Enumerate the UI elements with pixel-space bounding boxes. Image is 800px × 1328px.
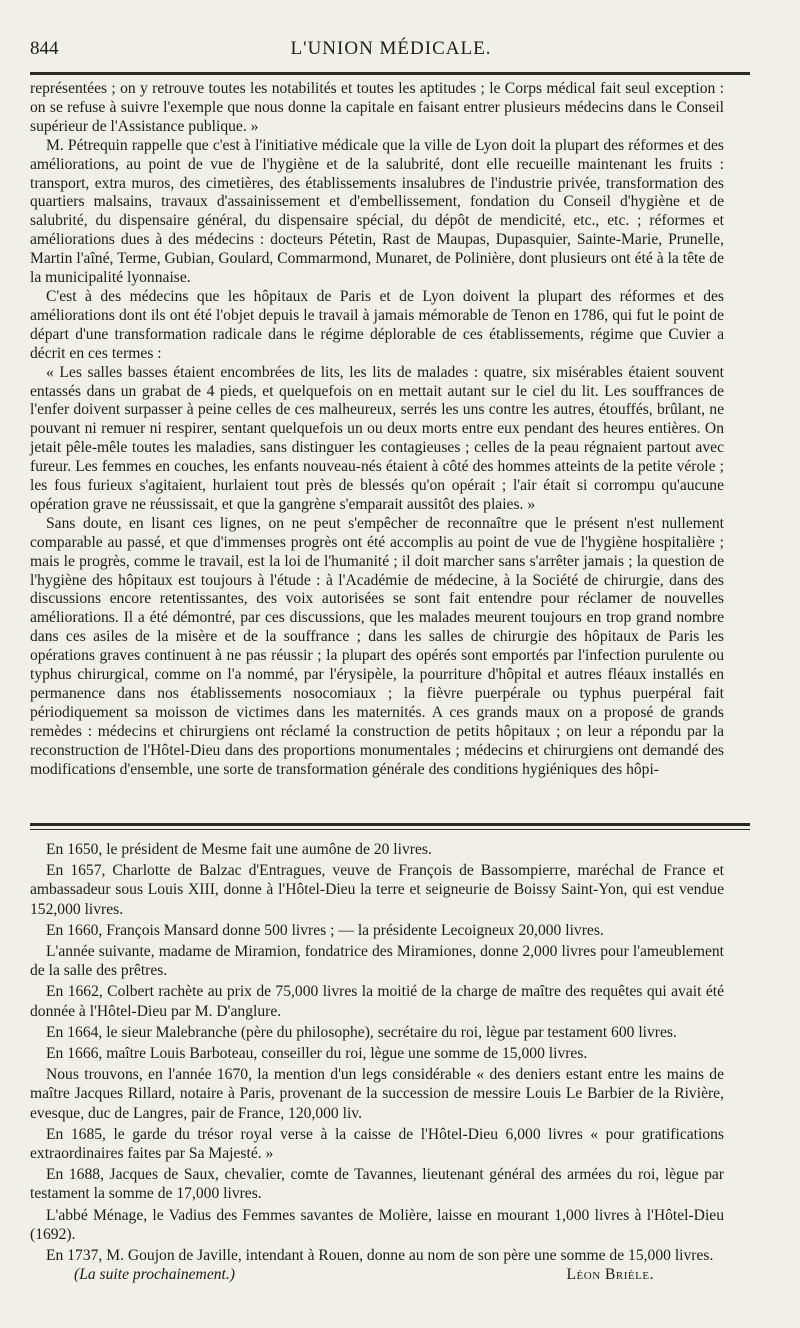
feuilleton-notes	[30, 840, 724, 1267]
note-entry: En 1664, le sieur Malebranche (père du philosophe), secrétaire du roi, lègue par testament 600 livres.	[46, 1023, 677, 1041]
note-entry: En 1666, maître Louis Barboteau, conseiller du roi, lègue une somme de 15,000 livres.	[46, 1045, 588, 1063]
header-rule	[30, 72, 750, 75]
note-entry: En 1737, M. Goujon de Javille, intendant à Rouen, donne au nom de son père une somme de 15,000 livres.	[46, 1247, 714, 1265]
paragraph: M. Pétrequin rappelle que c'est à l'initiative médicale que la ville de Lyon doit la plupart des réformes et des améliorations, au point de vue de l'hygiène et de la salubrité, dont elle recueille maintenant les fruits : transport, extra muros, des cimetières, des établissements insalubres de l'industrie privée, transformation des quartiers malsains, travaux d'assainissement et d'embellissement, fondation du Conseil d'hygiène et de salubrité, du dispensaire général, du dispensaire spécial, du dépôt de mendicité, etc., etc. ; réformes et améliorations dues à des médecins : docteurs Pétetin, Rast de Maupas, Dupasquier, Sainte-Marie, Prunelle, Martin l'aîné, Terme, Gubian, Goulard, Commarmond, Munaret, de Polinière, dont plusieurs ont été à la tête de la municipalité lyonnaise.	[30, 136, 724, 287]
note-entry: En 1650, le président de Mesme fait une aumône de 20 livres.	[46, 841, 432, 858]
to-be-continued-note: (La suite prochainement.)	[74, 1266, 235, 1283]
note-entry: En 1688, Jacques de Saux, chevalier, comte de Tavannes, lieutenant général des armées du roi, lègue par testament la somme de 17,000 livres.	[30, 1166, 724, 1203]
paragraph: C'est à des médecins que les hôpitaux de Paris et de Lyon doivent la plupart des réformes et des améliorations dont ils ont été l'objet depuis le travail à jamais mémorable de Tenon en 1786, qui fut le point de départ d'une transformation radicale dans le régime déplorable de ces établissements, régime que Cuvier a décrit en ces termes :	[30, 287, 724, 362]
quotation-paragraph: « Les salles basses étaient encombrées de lits, les lits de malades : quatre, six misérables étaient souvent entassés dans un grabat de 4 pieds, et quelquefois on en mettait autant sur le ciel du lit. Les souffrances de l'enfer doivent surpasser à peine celles de ces malheureux, serrés les uns contre les autres, étouffés, brûlant, ne pouvant ni remuer ni respirer, sentant quelquefois un ou deux morts entre eux pendant des heures entières. On jetait pêle-mêle toutes les maladies, sans distinguer les contagieuses ; celles de la peau régnaient partout avec fureur. Les femmes en couches, les enfants nouveau-nés étaient à côté des hommes atteints de la petite vérole ; les fous furieux s'agitaient, hurlaient tout près de blessés qu'on opérait ; l'air était si corrompu qu'aucune opération grave ne réussissait, et que la gangrène s'emparait aussitôt des plaies. »	[30, 363, 724, 513]
section-rule-thin	[30, 829, 750, 830]
section-rule-thick	[30, 823, 750, 826]
running-title: L'UNION MÉDICALE.	[290, 38, 492, 59]
main-text	[30, 80, 724, 780]
note-entry: L'abbé Ménage, le Vadius des Femmes savantes de Molière, laisse en mourant 1,000 livres à l'Hôtel-Dieu (1692).	[30, 1206, 724, 1243]
note-entry: Nous trouvons, en l'année 1670, la mention d'un legs considérable « des deniers estant entre les mains de maître Jacques Rillard, notaire à Paris, provenant de la succession de messire Louis Le Barbier de la Rivière, evesque, duc de Langres, pair de France, 120,000 liv.	[30, 1066, 724, 1122]
paragraph: Sans doute, en lisant ces lignes, on ne peut s'empêcher de reconnaître que le présent n'est nullement comparable au passé, et que d'immenses progrès ont été accomplis au point de vue de l'hygiène hospitalière ; mais le progrès, comme le travail, est la loi de l'humanité ; il doit marcher sans s'arrêter jamais ; la question de l'hygiène des hôpitaux est toujours à l'étude : à l'Académie de médecine, à la Société de chirurgie, dans des discussions encore retentissantes, des voix autorisées se sont fait entendre pour réclamer de nouvelles améliorations. Il a été démontré, par ces discussions, que les malades meurent toujours en trop grand nombre dans ces asiles de la misère et de la souffrance ; dans les salles de chirurgie des hôpitaux de Paris les opérations graves continuent à ne pas réussir ; la plupart des opérés sont emportés par l'infection purulente ou typhus chirurgical, comme on l'a nommé, par l'érysipèle, la pourriture d'hôpital et autres fléaux installés en permanence dans nos établissements nosocomiaux ; la fièvre puerpérale ou typhus puerpéral fait périodiquement sa moisson de victimes dans les maternités. A ces grands maux on a proposé de grands remèdes : médecins et chirurgiens ont réclamé la construction de petits hôpitaux ; on leur a répondu par la reconstruction de l'Hôtel-Dieu dans des proportions monumentales ; médecins et chirurgiens ont demandé des modifications d'ensemble, une sorte de transformation générale des conditions hygiéniques des hôpi-	[30, 514, 724, 778]
page-header	[30, 36, 752, 70]
note-entry: En 1657, Charlotte de Balzac d'Entragues, veuve de François de Bassompierre, maréchal de France et ambassadeur sous Louis XIII, donne à l'Hôtel-Dieu la terre et seigneurie de Boissy Saint-Yon, qui est vendue 152,000 livres.	[30, 862, 724, 918]
note-entry: En 1662, Colbert rachète au prix de 75,000 livres la moitié de la charge de maître des requêtes qui avait été donnée à l'Hôtel-Dieu par M. D'anglure.	[30, 983, 724, 1020]
signature-line	[30, 1266, 724, 1288]
paragraph: représentées ; on y retrouve toutes les notabilités et toutes les aptitudes ; le Corps médical fait seul exception : on se refuse à suivre l'exemple que nous donne la capitale en faisant entrer plusieurs médecins dans le Conseil supérieur de l'Assistance publique. »	[30, 80, 724, 135]
page-number: 844	[30, 38, 59, 59]
author-signature: Léon Brièle.	[566, 1266, 654, 1283]
note-entry: L'année suivante, madame de Miramion, fondatrice des Miramiones, donne 2,000 livres pour l'ameublement de la salle des prêtres.	[30, 943, 724, 980]
note-entry: En 1685, le garde du trésor royal verse à la caisse de l'Hôtel-Dieu 6,000 livres « pour gratifications extraordinaires faites par Sa Majesté. »	[30, 1125, 724, 1163]
note-entry: En 1660, François Mansard donne 500 livres ; — la présidente Lecoigneux 20,000 livres.	[46, 921, 604, 939]
